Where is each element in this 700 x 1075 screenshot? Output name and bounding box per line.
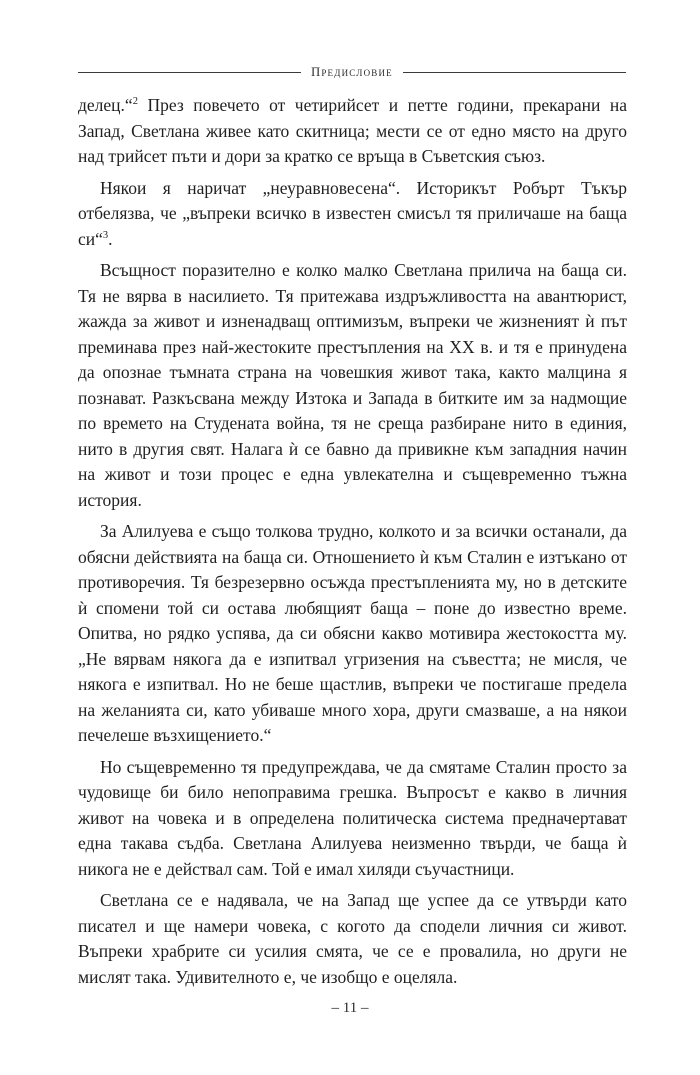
paragraph-2 (78, 176, 627, 253)
page-number: – 11 – (331, 1000, 369, 1016)
footnote-ref-3[interactable]: 3 (102, 229, 109, 241)
footnote-ref-2[interactable]: 2 (132, 96, 138, 108)
running-header (78, 62, 626, 82)
paragraph-1-rest: През повечето от четирийсет и петте години, прекарани на Запад, Светлана живее като скитница; мести се от едно място на друго над трийсет пъти и дори за кратко се връща в Съветския съюз. (78, 95, 627, 166)
paragraph-4: За Алилуева е също толкова трудно, колкото и за всички останали, да обясни действията на баща си. Отношението ѝ към Сталин е изтъкано от противоречия. Тя безрезервно осъжда престъпленията му, но в детските ѝ спомени той си остава любящият баща – поне до известно време. Опитва, но рядко успява, да си обясни какво мотивира жестокостта му. „Не вярвам някога да е изпитвал угризения на съвестта; не мисля, че някога е изпитвал. Но не беше щастлив, въпреки че постигаше предела на желанията си, като убиваше много хора, други смазваше, а на някои печелеше възхищението.“ (78, 521, 627, 745)
body-text (78, 93, 627, 990)
paragraph-1-text: делец.“ (78, 95, 133, 115)
paragraph-2-rest: . (108, 228, 113, 249)
paragraph-2-text: Някои я наричат „неуравновесена“. Историкът Робърт Тъкър отбелязва, че „въпреки всичко в известен смисъл тя приличаше на баща си“ (78, 177, 627, 249)
paragraph-6: Светлана се е надявала, че на Запад ще успее да се утвърди като писател и ще намери човека, с когото да сподели личния си живот. Въпреки храбрите си усилия смята, че се е провалила, но други не мислят така. Удивителното е, че изобщо е оцеляла. (78, 890, 627, 987)
paragraph-1 (78, 93, 627, 170)
paragraph-3: Всъщност поразително е колко малко Светлана прилича на баща си. Тя не вярва в насилието. Тя притежава издръжливостта на авантюрист, жажда за живот и изненадващ оптимизъм, въпреки че жизненият ѝ път преминава през най-жестоките престъпления на XX в. и тя е принудена да опознае тъмната страна на човешкия живот така, както малцина я познават. Разкъсвана между Изтока и Запада в битките им за надмощие по времето на Студената война, тя не среща разбиране нито в единия, нито в другия свят. Налага ѝ се бавно да привикне към западния начин на живот и този процес е една увлекателна и същевременно тъжна история. (78, 260, 627, 510)
paragraph-5: Но същевременно тя предупреждава, че да смятаме Сталин просто за чудовище би било непоправима грешка. Въпросът е какво в личния живот на човека и в определена политическа система предначертават една такава съдба. Светлана Алилуева неизменно твърди, че баща ѝ никога не е действал сам. Той е имал хиляди съучастници. (78, 756, 627, 879)
header-rule-right (403, 72, 626, 73)
running-header-title: Предисловие (311, 64, 393, 79)
header-rule-left (78, 72, 301, 73)
